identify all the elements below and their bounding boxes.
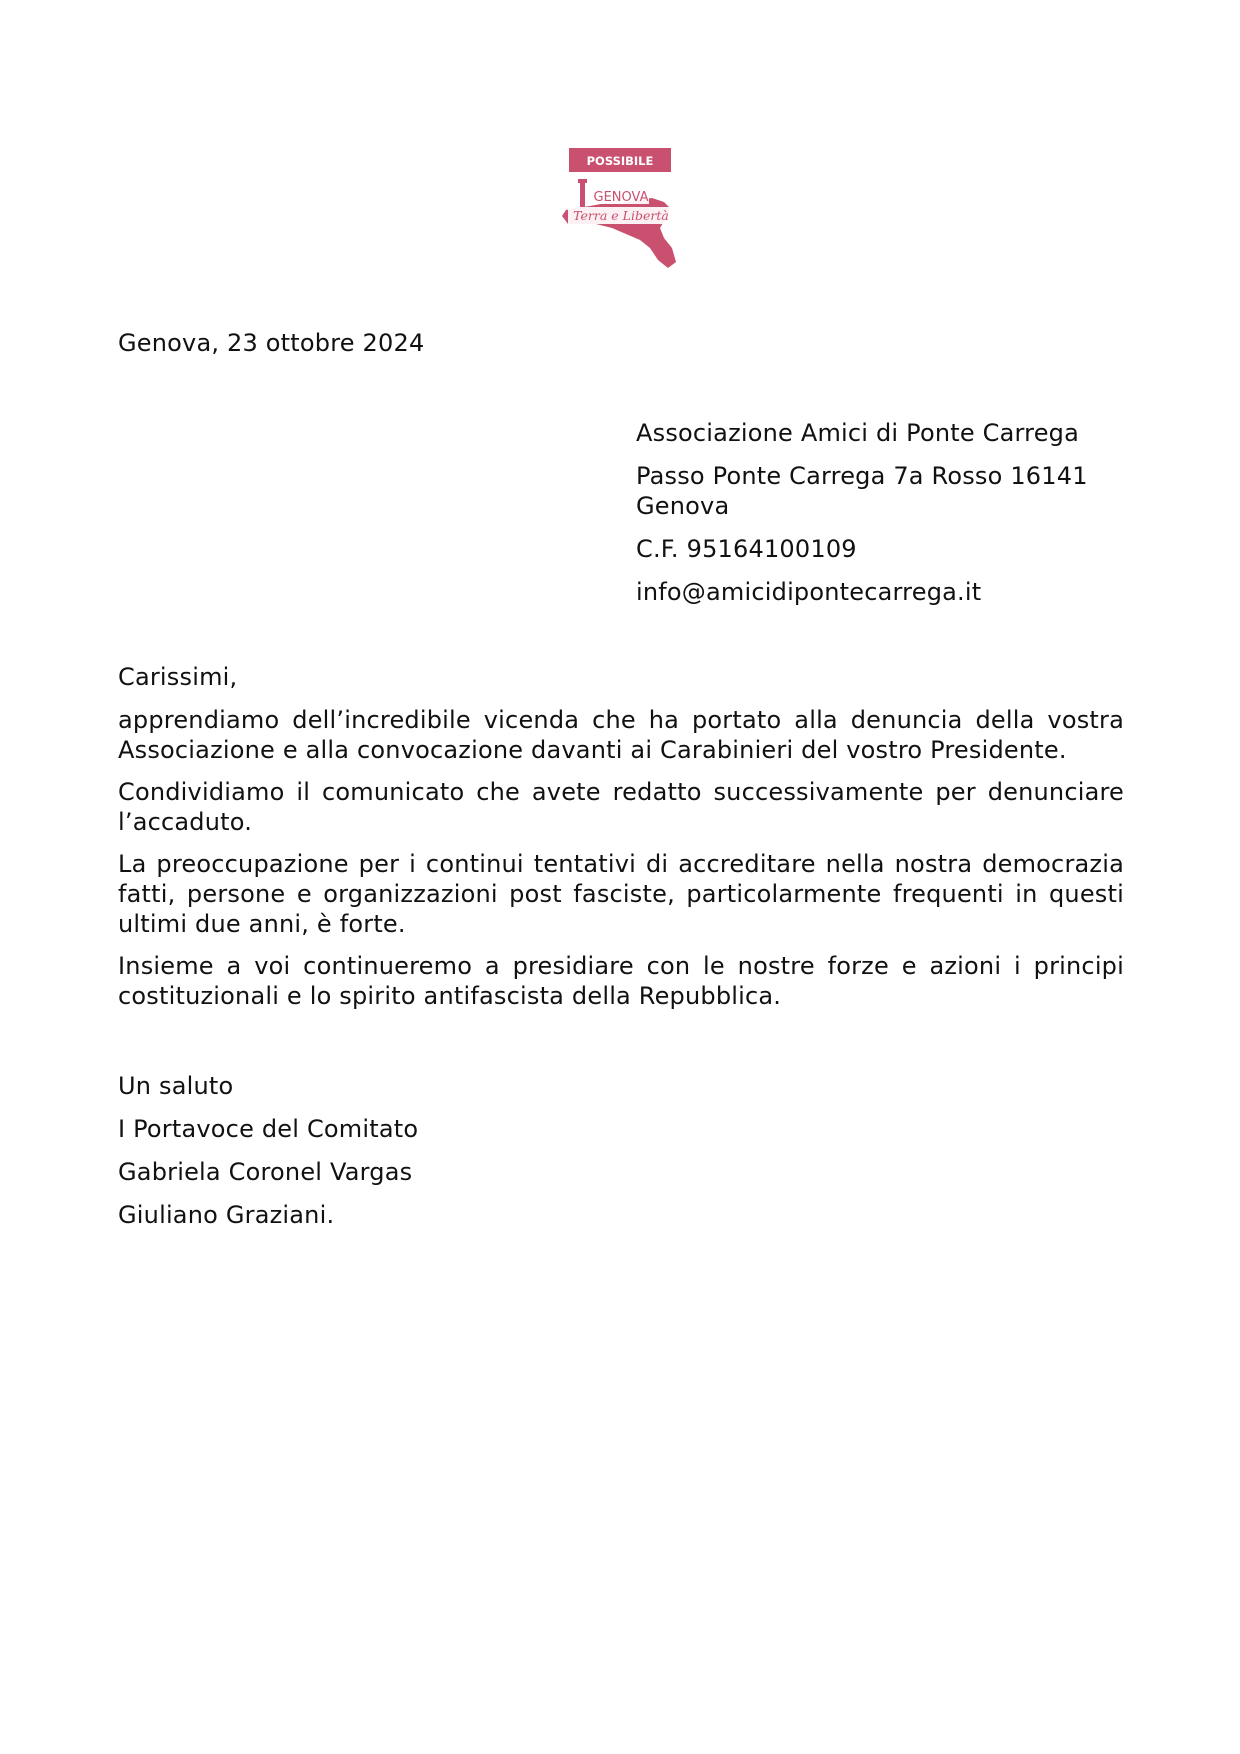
logo-tagline-text: Terra e Libertà <box>573 208 669 223</box>
logo-badge-text: POSSIBILE <box>586 154 654 168</box>
logo-graphic <box>560 148 685 270</box>
recipient-tax-code: C.F. 95164100109 <box>636 535 857 563</box>
recipient-address: Passo Ponte Carrega 7a Rosso 16141 Genova <box>636 462 1088 520</box>
body-paragraph: Insieme a voi continueremo a presidiare con le nostre forze e azioni i principi costituzionali e lo spirito antifascista della Repubblica. <box>118 952 1124 1010</box>
recipient-name: Associazione Amici di Ponte Carrega <box>636 419 1079 447</box>
logo-city-text: GENOVA <box>593 190 649 205</box>
lighthouse-icon <box>580 182 585 208</box>
signatory-role: I Portavoce del Comitato <box>118 1115 419 1143</box>
signatory-name: Giuliano Graziani. <box>118 1201 335 1229</box>
body-paragraph: Condividiamo il comunicato che avete redatto successivamente per denunciare l’accaduto. <box>118 778 1124 836</box>
letter-body <box>118 662 1124 1023</box>
body-paragraph: La preoccupazione per i continui tentativi di accreditare nella nostra democrazia fatti, persone e organizzazioni post fasciste, particolarmente frequenti in questi ultimi due anni, è forte. <box>118 850 1124 938</box>
signatory-name: Gabriela Coronel Vargas <box>118 1158 413 1186</box>
letter-date: Genova, 23 ottobre 2024 <box>118 329 425 357</box>
closing-block <box>118 1071 418 1243</box>
salutation: Un saluto <box>118 1072 234 1100</box>
body-paragraph: apprendiamo dell’incredibile vicenda che ha portato alla denuncia della vostra Associazione e alla convocazione davanti ai Carabinieri del vostro Presidente. <box>118 706 1124 764</box>
greeting: Carissimi, <box>118 663 238 691</box>
recipient-block <box>636 418 1126 620</box>
recipient-email: info@amicidipontecarrega.it <box>636 578 982 606</box>
possibile-genova-logo <box>560 148 685 270</box>
